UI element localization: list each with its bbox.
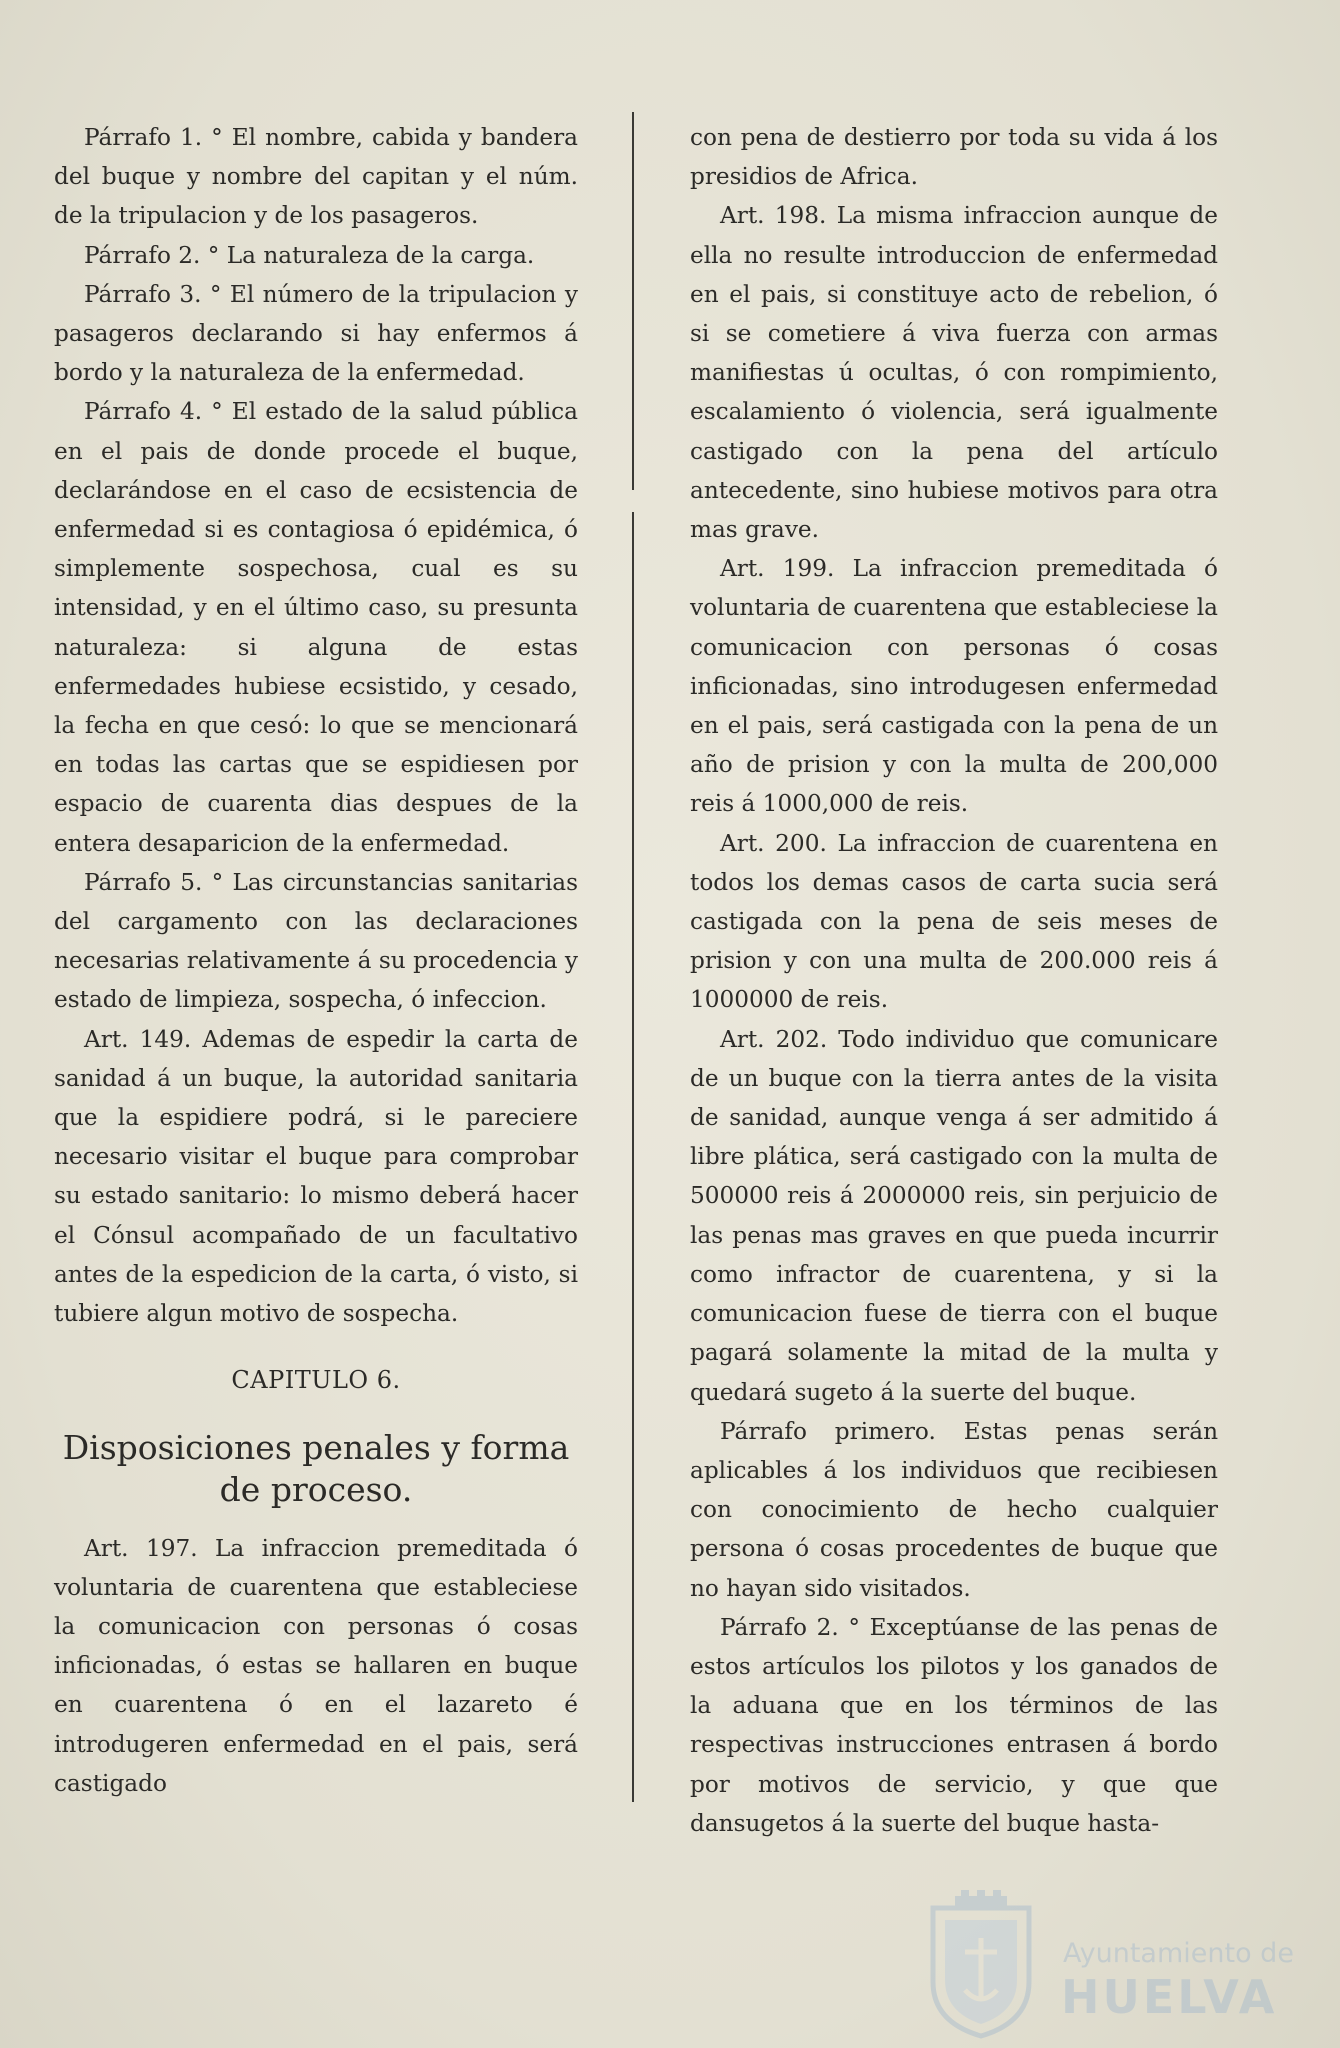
paragraph-parrafo-primero: Párrafo primero. Estas penas serán aplicables á los individuos que recibiesen con conocimiento de hecho cualquier persona ó cosas procedentes de buque que no hayan sido visitados. (690, 1417, 1218, 1602)
chapter-heading: CAPITULO 6. (231, 1366, 401, 1395)
right-column (690, 118, 1218, 1843)
paragraph-parrafo-2: Párrafo 2. ° La naturaleza de la carga. (84, 241, 535, 269)
column-divider-top (632, 112, 634, 490)
paragraph-art-200: Art. 200. La infraccion de cuarentena en todos los demas casos de carta sucia será castigada con la pena de seis meses de prision y con una multa de 200.000 reis á 1000000 de reis. (690, 829, 1218, 1014)
paragraph-parrafo-2-exceptuanse: Párrafo 2. ° Exceptúanse de las penas de estos artículos los pilotos y los ganados de la aduana que en los términos de las respectivas instrucciones entrasen á bordo por motivos de servicio, y que que dansugetos á la suerte del buque hasta- (690, 1613, 1218, 1837)
paragraph-art-198: Art. 198. La misma infraccion aunque de ella no resulte introduccion de enfermedad en el pais, si constituye acto de rebelion, ó si se cometiere á viva fuerza con armas manifiestas ú ocultas, ó con rompimiento, escalamiento ó violencia, será igualmente castigado con la pena del artículo antecedente, sino hubiese motivos para otra mas grave. (690, 202, 1218, 544)
paragraph-art-199: Art. 199. La infraccion premeditada ó voluntaria de cuarentena que estableciese la comunicacion con personas ó cosas inficionadas, sino introdugesen enfermedad en el pais, será castigada con la pena de un año de prision y con la multa de 200,000 reis á 1000,000 de reis. (690, 555, 1218, 818)
column-divider-bottom (632, 512, 634, 1802)
paragraph-parrafo-4: Párrafo 4. ° El estado de la salud pública en el pais de donde procede el buque, declarándose en el caso de ecsistencia de enfermedad si es contagiosa ó epidémica, ó simplemente sospechosa, cual es su intensidad, y en el último caso, su presunta naturaleza: si alguna de estas enfermedades hubiese ecsistido, y cesado, la fecha en que cesó: lo que se mencionará en todas las cartas que se espidiesen por espacio de cuarenta dias despues de la entera desaparicion de la enfermedad. (54, 398, 578, 857)
watermark-logo (925, 1890, 1325, 2040)
paragraph-art-202: Art. 202. Todo individuo que comunicare de un buque con la tierra antes de la visita de sanidad, aunque venga á ser admitido á libre plática, será castigado con la multa de 500000 reis á 2000000 reis, sin perjuicio de las penas mas graves en que pueda incurrir como infractor de cuarentena, y si la comunicacion fuese de tierra con el buque pagará solamente la mitad de la multa y quedará sugeto á la suerte del buque. (690, 1025, 1218, 1406)
watermark-line1: Ayuntamiento de (1063, 1938, 1294, 1969)
watermark-line2: HUELVA (1061, 1970, 1278, 2024)
paragraph-parrafo-5: Párrafo 5. ° Las circunstancias sanitarias del cargamento con las declaraciones necesarias relativamente á su procedencia y estado de limpieza, sospecha, ó infeccion. (54, 868, 578, 1014)
left-column (54, 118, 578, 1803)
paragraph-continuation: con pena de destierro por toda su vida á los presidios de Africa. (690, 124, 1218, 191)
paragraph-art-149: Art. 149. Ademas de espedir la carta de sanidad á un buque, la autoridad sanitaria que la espidiere podrá, si le pareciere necesario visitar el buque para comprobar su estado sanitario: lo mismo deberá hacer el Cónsul acompañado de un facultativo antes de la espedicion de la carta, ó visto, si tubiere algun motivo de sospecha. (54, 1025, 578, 1328)
paragraph-parrafo-1: Párrafo 1. ° El nombre, cabida y bandera del buque y nombre del capitan y el núm. de la tripulacion y de los pasageros. (54, 124, 578, 230)
paragraph-parrafo-3: Párrafo 3. ° El número de la tripulacion y pasageros declarando si hay enfermos á bordo y la naturaleza de la enfermedad. (54, 280, 578, 387)
crest-icon (925, 1890, 1037, 2040)
paragraph-art-197: Art. 197. La infraccion premeditada ó voluntaria de cuarentena que estableciese la comunicacion con personas ó cosas inficionadas, ó estas se hallaren en buque en cuarentena ó en el lazareto é introdugeren enfermedad en el pais, será castigado (54, 1534, 578, 1797)
section-title: Disposiciones penales y forma de proceso. (62, 1427, 570, 1509)
